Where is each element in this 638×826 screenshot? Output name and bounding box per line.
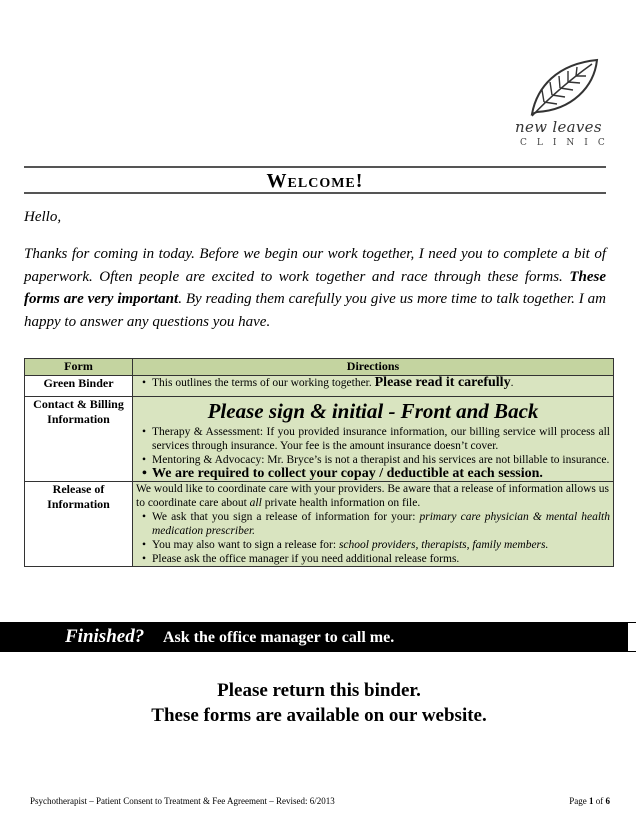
page-current: 1 (589, 796, 594, 806)
release-directions (133, 482, 614, 567)
page-total: 6 (605, 796, 610, 806)
form-release: Release of Information (25, 482, 133, 567)
greeting: Hello, (24, 209, 62, 225)
green-binder-emphasis: Please read it carefully (374, 375, 511, 390)
intro-text-1: Thanks for coming in today. Before we begin our work together, I need you to complete a bit of paperwork. Often people are excited to work together and race through these forms. (24, 246, 606, 285)
return-line-1: Please return this binder. (217, 680, 421, 701)
finished-message: Ask the office manager to call me. (163, 629, 395, 646)
table-row (25, 376, 614, 397)
release-bullet-optional-em: school providers, therapists, family members. (338, 539, 549, 551)
sign-instruction: Please sign & initial - Front and Back (207, 399, 539, 423)
return-line-2: These forms are available on our website. (151, 705, 487, 726)
release-bullet-ask: • Please ask the office manager if you need additional release forms. (152, 552, 610, 566)
release-paragraph (136, 482, 610, 510)
footer-text: Psychotherapist – Patient Consent to Treatment & Fee Agreement – Revised: 6/2013 (30, 796, 335, 806)
page-of: of (593, 796, 606, 806)
logo-subtitle: CLINIC (520, 138, 615, 148)
intro-paragraph (24, 243, 606, 333)
release-bullet-sign-em: primary care physician & mental health medication prescriber. (152, 511, 610, 537)
release-text-b: private health information on file. (261, 497, 421, 509)
banner-edge (628, 623, 636, 651)
contact-bullet-therapy: • Therapy & Assessment: If you provided insurance information, our billing service will process all services through insurance. Your fee is the amount insurance doesn’t cover. (152, 425, 610, 453)
page-prefix: Page (569, 796, 589, 806)
contact-bullet-mentoring: • Mentoring & Advocacy: Mr. Bryce’s is not a therapist and his services are not billable to insurance. (152, 453, 610, 467)
green-binder-end: . (510, 377, 514, 389)
heading-rule-bottom (24, 192, 606, 194)
release-bullet-optional-text: You may also want to sign a release for: (152, 539, 339, 551)
finished-banner (0, 622, 636, 652)
heading-rule-top (24, 166, 606, 168)
table-row (25, 397, 614, 482)
green-binder-directions (133, 376, 614, 397)
page-number (569, 796, 610, 806)
release-text-a: We would like to coordinate care with your providers. Be aware that a release of information allows us to coordinate care about (136, 483, 609, 509)
table-header-row (25, 359, 614, 376)
form-green-binder: Green Binder (25, 376, 133, 397)
release-bullet-sign-text: We ask that you sign a release of information for your: (152, 511, 420, 523)
header-form: Form (25, 359, 133, 376)
intro-text-2: . By reading them carefully you give us more time to talk together. I am happy to answer any questions you have. (24, 291, 606, 330)
contact-directions (133, 397, 614, 482)
intro-emphasis: These forms are very important (24, 268, 606, 307)
page-title: Welcome! (266, 170, 364, 192)
contact-bullet-copay: • We are required to collect your copay / deductible at each session. (152, 467, 610, 481)
header-directions: Directions (133, 359, 614, 376)
table-row (25, 482, 614, 567)
logo-name: new leaves (515, 118, 602, 136)
release-text-em: all (249, 497, 262, 509)
finished-question: Finished? (65, 626, 145, 647)
release-bullet-optional (152, 538, 610, 552)
release-bullet-sign (152, 510, 610, 538)
forms-table (24, 358, 614, 567)
form-contact-billing: Contact & Billing Information (25, 397, 133, 482)
leaf-icon (512, 52, 612, 122)
green-binder-text: This outlines the terms of our working together. (152, 377, 372, 389)
